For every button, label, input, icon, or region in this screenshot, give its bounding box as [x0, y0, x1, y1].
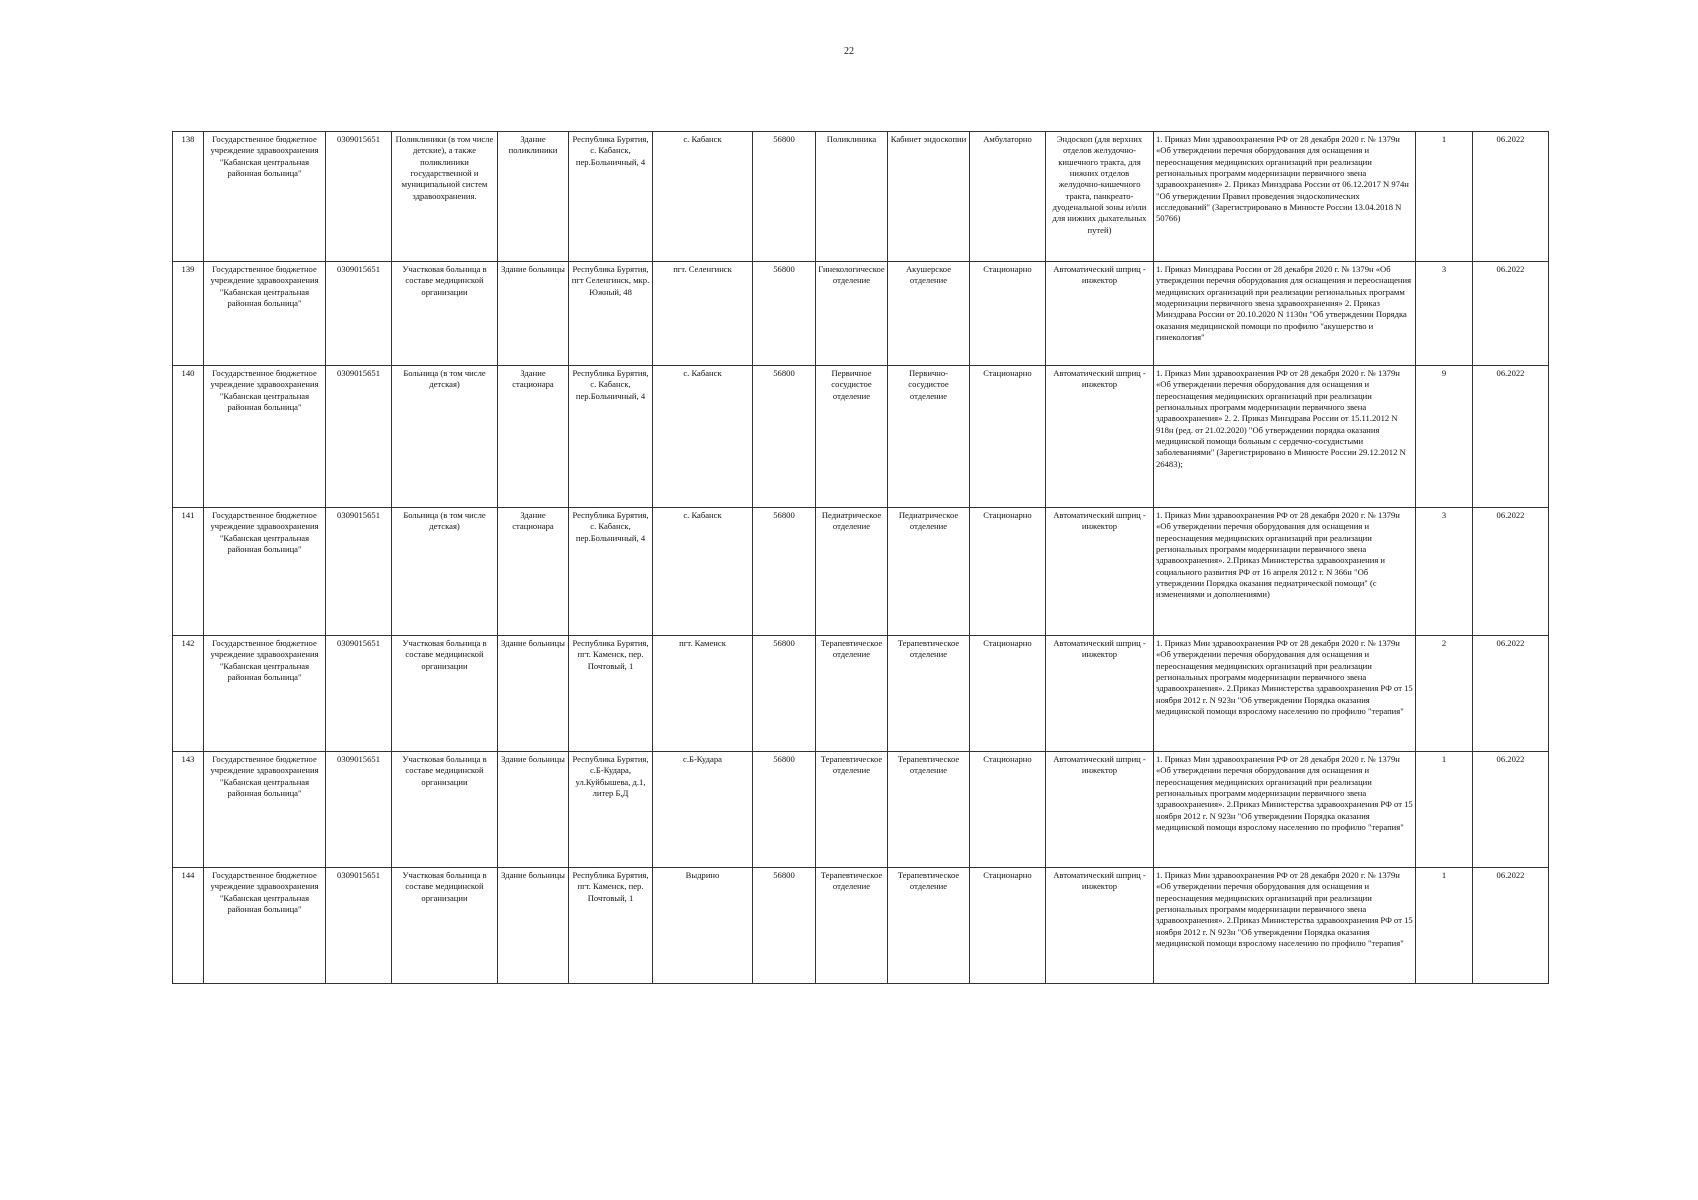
building-type: Здание больницы — [498, 868, 569, 984]
legal-basis: 1. Приказ Мин здравоохранения РФ от 28 декабря 2020 г. № 1379н «Об утверждении перечня оборудования для оснащения и переоснащения медицинских организаций при реализации региональных программ модернизации первичного звена здравоохранения». 2.Приказ Министерства здравоохранения РФ от 15 ноября 2012 г. N 923н "Об утверждении Порядка оказания медицинской помощи взрослому населению по профилю "терапия" — [1154, 636, 1416, 752]
quantity: 3 — [1416, 508, 1473, 636]
department: Терапевтическое отделение — [816, 868, 888, 984]
table-row — [173, 752, 1549, 868]
quantity: 1 — [1416, 132, 1473, 262]
organization-name: Государственное бюджетное учреждение здравоохранения "Кабанская центральная районная больница" — [204, 752, 326, 868]
territory-code: 56800 — [753, 262, 816, 366]
building-type: Здание больницы — [498, 262, 569, 366]
quantity: 1 — [1416, 868, 1473, 984]
locality: с.Б-Кудара — [653, 752, 753, 868]
row-number: 141 — [173, 508, 204, 636]
delivery-date: 06.2022 — [1473, 752, 1549, 868]
locality: пгт. Каменск — [653, 636, 753, 752]
organization-name: Государственное бюджетное учреждение здравоохранения "Кабанская центральная районная больница" — [204, 366, 326, 508]
building-type: Здание стационара — [498, 366, 569, 508]
care-type: Амбулаторно — [970, 132, 1046, 262]
locality: с. Кабанск — [653, 508, 753, 636]
object-type: Участковая больница в составе медицинской организации — [392, 868, 498, 984]
legal-basis: 1. Приказ Мин здравоохранения РФ от 28 декабря 2020 г. № 1379н «Об утверждении перечня оборудования для оснащения и переоснащения медицинских организаций при реализации региональных программ модернизации первичного звена здравоохранения» 2. 2. Приказ Минздрава России от 15.11.2012 N 918н (ред. от 21.02.2020) "Об утверждении порядка оказания медицинской помощи больным с сердечно-сосудистыми заболеваниями" (Зарегистрировано в Минюсте России 29.12.2012 N 26483); — [1154, 366, 1416, 508]
quantity: 3 — [1416, 262, 1473, 366]
address: Республика Бурятия, пгт Селенгинск, мкр. Южный, 48 — [569, 262, 653, 366]
table-row — [173, 636, 1549, 752]
row-number: 142 — [173, 636, 204, 752]
department: Гинекологическое отделение — [816, 262, 888, 366]
organization-code: 0309015651 — [326, 262, 392, 366]
object-type: Больница (в том числе детская) — [392, 508, 498, 636]
locality: с. Кабанск — [653, 132, 753, 262]
row-number: 138 — [173, 132, 204, 262]
locality: Выдрино — [653, 868, 753, 984]
room: Терапевтическое отделение — [888, 752, 970, 868]
room: Терапевтическое отделение — [888, 868, 970, 984]
room: Кабинет эндоскопии — [888, 132, 970, 262]
organization-code: 0309015651 — [326, 366, 392, 508]
organization-name: Государственное бюджетное учреждение здравоохранения "Кабанская центральная районная больница" — [204, 868, 326, 984]
row-number: 143 — [173, 752, 204, 868]
locality: с. Кабанск — [653, 366, 753, 508]
row-number: 139 — [173, 262, 204, 366]
territory-code: 56800 — [753, 366, 816, 508]
room: Акушерское отделение — [888, 262, 970, 366]
territory-code: 56800 — [753, 752, 816, 868]
table-row — [173, 262, 1549, 366]
department: Поликлиника — [816, 132, 888, 262]
object-type: Участковая больница в составе медицинской организации — [392, 262, 498, 366]
organization-code: 0309015651 — [326, 868, 392, 984]
organization-code: 0309015651 — [326, 636, 392, 752]
building-type: Здание поликлиники — [498, 132, 569, 262]
legal-basis: 1. Приказ Мин здравоохранения РФ от 28 декабря 2020 г. № 1379н «Об утверждении перечня оборудования для оснащения и переоснащения медицинских организаций при реализации региональных программ модернизации первичного звена здравоохранения». 2.Приказ Министерства здравоохранения РФ от 15 ноября 2012 г. N 923н "Об утверждении Порядка оказания медицинской помощи взрослому населению по профилю "терапия" — [1154, 752, 1416, 868]
department: Терапевтическое отделение — [816, 636, 888, 752]
department: Терапевтическое отделение — [816, 752, 888, 868]
care-type: Стационарно — [970, 508, 1046, 636]
care-type: Стационарно — [970, 752, 1046, 868]
territory-code: 56800 — [753, 868, 816, 984]
care-type: Стационарно — [970, 262, 1046, 366]
table-row — [173, 508, 1549, 636]
quantity: 1 — [1416, 752, 1473, 868]
delivery-date: 06.2022 — [1473, 366, 1549, 508]
room: Терапевтическое отделение — [888, 636, 970, 752]
care-type: Стационарно — [970, 366, 1046, 508]
territory-code: 56800 — [753, 636, 816, 752]
object-type: Участковая больница в составе медицинской организации — [392, 636, 498, 752]
care-type: Стационарно — [970, 636, 1046, 752]
page-number: 22 — [844, 46, 854, 57]
address: Республика Бурятия, пгт. Каменск, пер. Почтовый, 1 — [569, 636, 653, 752]
organization-name: Государственное бюджетное учреждение здравоохранения "Кабанская центральная районная больница" — [204, 636, 326, 752]
room: Педиатрическое отделение — [888, 508, 970, 636]
department: Педиатрическое отделение — [816, 508, 888, 636]
legal-basis: 1. Приказ Минздрава России от 28 декабря 2020 г. № 1379н «Об утверждении перечня оборудования для оснащения и переоснащения медицинских организаций при реализации региональных программ модернизации первичного звена здравоохранения» 2. Приказ Минздрава России от 20.10.2020 N 1130н "Об утверждении Порядка оказания медицинской помощи по профилю "акушерство и гинекология" — [1154, 262, 1416, 366]
address: Республика Бурятия, с.Б-Кудара, ул.Куйбышева, д.1, литер Б,Д — [569, 752, 653, 868]
table-row — [173, 868, 1549, 984]
equipment-table — [172, 131, 1549, 984]
object-type: Участковая больница в составе медицинской организации — [392, 752, 498, 868]
object-type: Поликлиники (в том числе детские), а также поликлиники государственной и муниципальной систем здравоохранения. — [392, 132, 498, 262]
equipment-name: Автоматический шприц - инжектор — [1046, 508, 1154, 636]
delivery-date: 06.2022 — [1473, 868, 1549, 984]
organization-code: 0309015651 — [326, 508, 392, 636]
organization-code: 0309015651 — [326, 132, 392, 262]
delivery-date: 06.2022 — [1473, 636, 1549, 752]
care-type: Стационарно — [970, 868, 1046, 984]
table-row — [173, 132, 1549, 262]
address: Республика Бурятия, пгт. Каменск, пер. Почтовый, 1 — [569, 868, 653, 984]
organization-code: 0309015651 — [326, 752, 392, 868]
address: Республика Бурятия, с. Кабанск, пер.Больничный, 4 — [569, 508, 653, 636]
legal-basis: 1. Приказ Мин здравоохранения РФ от 28 декабря 2020 г. № 1379н «Об утверждении перечня оборудования для оснащения и переоснащения медицинских организаций при реализации региональных программ модернизации первичного звена здравоохранения». 2.Приказ Министерства здравоохранения РФ от 15 ноября 2012 г. N 923н "Об утверждении Порядка оказания медицинской помощи взрослому населению по профилю "терапия" — [1154, 868, 1416, 984]
territory-code: 56800 — [753, 508, 816, 636]
table-row — [173, 366, 1549, 508]
organization-name: Государственное бюджетное учреждение здравоохранения "Кабанская центральная районная больница" — [204, 132, 326, 262]
building-type: Здание стационара — [498, 508, 569, 636]
equipment-name: Автоматический шприц - инжектор — [1046, 366, 1154, 508]
equipment-name: Автоматический шприц - инжектор — [1046, 262, 1154, 366]
quantity: 9 — [1416, 366, 1473, 508]
row-number: 140 — [173, 366, 204, 508]
legal-basis: 1. Приказ Мин здравоохранения РФ от 28 декабря 2020 г. № 1379н «Об утверждении перечня оборудования для оснащения и переоснащения медицинских организаций при реализации региональных программ модернизации первичного звена здравоохранения» 2. Приказ Минздрава России от 06.12.2017 N 974н "Об утверждении Правил проведения эндоскопических исследований" (Зарегистрировано в Минюсте России 13.04.2018 N 50766) — [1154, 132, 1416, 262]
equipment-name: Эндоскоп (для верхних отделов желудочно-кишечного тракта, для нижних отделов желудочно-кишечного тракта, панкреато-дуоденальной зоны и/или для нижних дыхательных путей) — [1046, 132, 1154, 262]
object-type: Больница (в том числе детская) — [392, 366, 498, 508]
quantity: 2 — [1416, 636, 1473, 752]
delivery-date: 06.2022 — [1473, 508, 1549, 636]
row-number: 144 — [173, 868, 204, 984]
delivery-date: 06.2022 — [1473, 262, 1549, 366]
room: Первично-сосудистое отделение — [888, 366, 970, 508]
delivery-date: 06.2022 — [1473, 132, 1549, 262]
organization-name: Государственное бюджетное учреждение здравоохранения "Кабанская центральная районная больница" — [204, 508, 326, 636]
building-type: Здание больницы — [498, 752, 569, 868]
legal-basis: 1. Приказ Мин здравоохранения РФ от 28 декабря 2020 г. № 1379н «Об утверждении перечня оборудования для оснащения и переоснащения медицинских организаций при реализации региональных программ модернизации первичного звена здравоохранения». 2.Приказ Министерства здравоохранения и социального развития РФ от 16 апреля 2012 г. N 366н "Об утверждении Порядка оказания педиатрической помощи" (с изменениями и дополнениями) — [1154, 508, 1416, 636]
equipment-name: Автоматический шприц - инжектор — [1046, 752, 1154, 868]
equipment-name: Автоматический шприц - инжектор — [1046, 868, 1154, 984]
address: Республика Бурятия, с. Кабанск, пер.Больничный, 4 — [569, 366, 653, 508]
organization-name: Государственное бюджетное учреждение здравоохранения "Кабанская центральная районная больница" — [204, 262, 326, 366]
address: Республика Бурятия, с. Кабанск, пер.Больничный, 4 — [569, 132, 653, 262]
equipment-name: Автоматический шприц - инжектор — [1046, 636, 1154, 752]
territory-code: 56800 — [753, 132, 816, 262]
department: Первичное сосудистое отделение — [816, 366, 888, 508]
locality: пгт. Селенгинск — [653, 262, 753, 366]
building-type: Здание больницы — [498, 636, 569, 752]
